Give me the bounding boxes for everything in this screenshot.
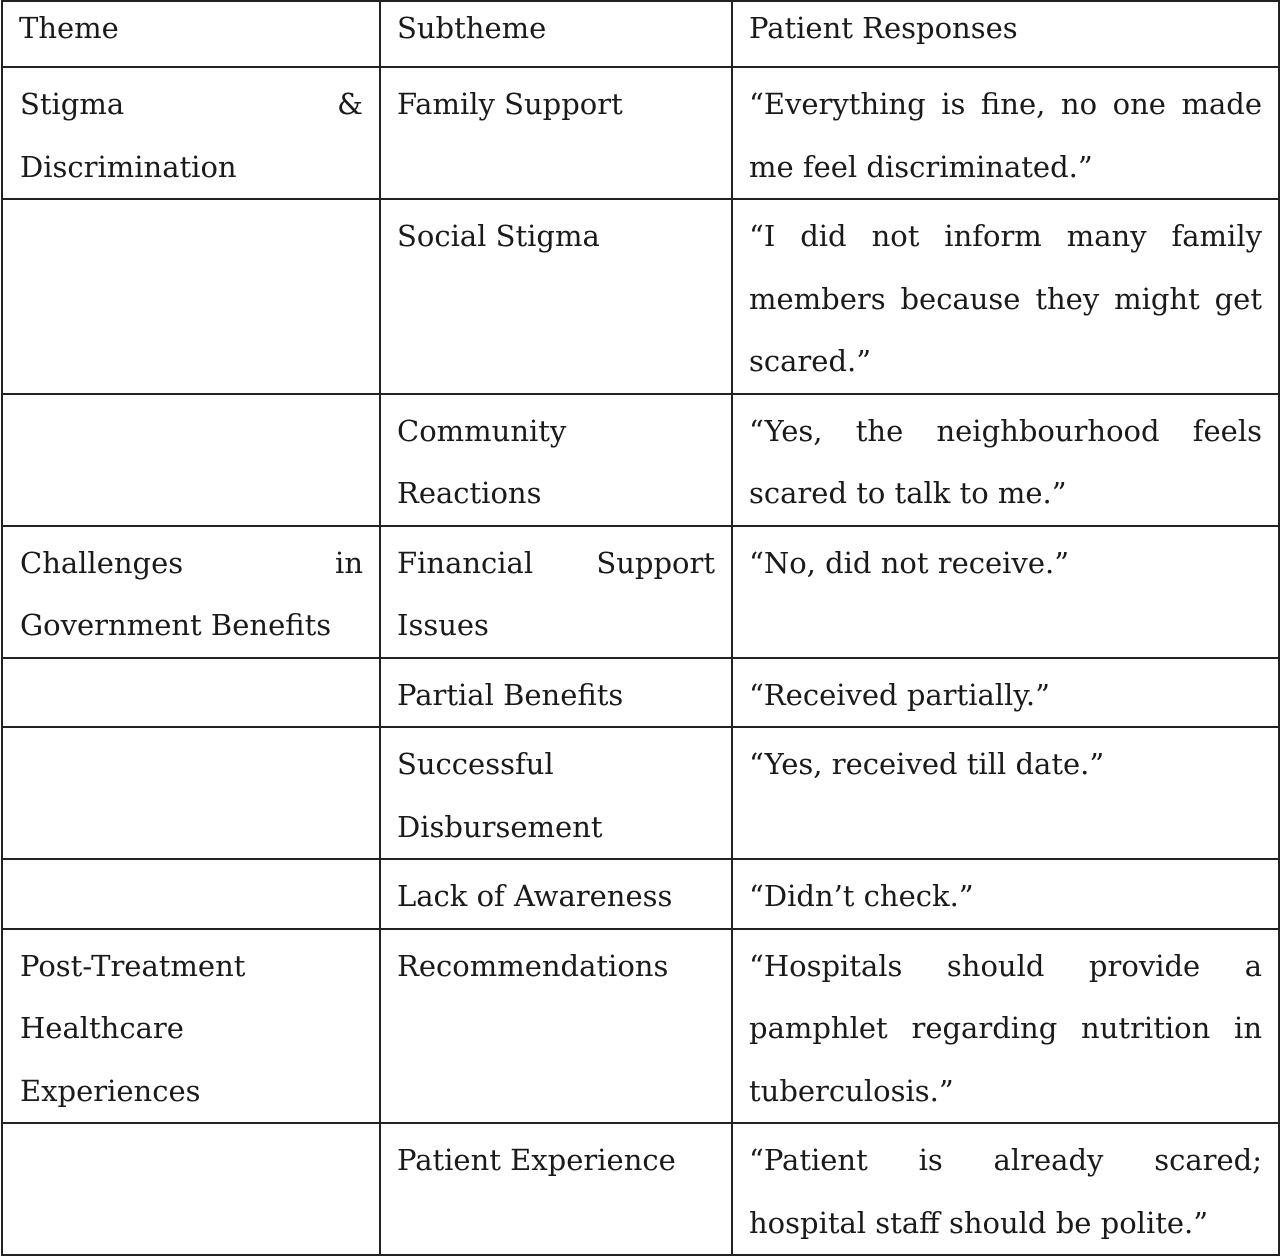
table-row (2, 1123, 1279, 1255)
theme-cell (2, 394, 380, 526)
response-cell: “Yes, received till date.” (732, 727, 1279, 859)
subtheme-cell: Social Stigma (380, 199, 732, 394)
theme-cell: Stigma & Discrimination (2, 67, 380, 199)
subtheme-cell: Family Support (380, 67, 732, 199)
subtheme-cell: Partial Benefits (380, 658, 732, 728)
table-row (2, 67, 1279, 199)
subtheme-cell: Financial Support Issues (380, 526, 732, 658)
header-theme: Theme (2, 1, 380, 67)
theme-cell (2, 658, 380, 728)
theme-cell (2, 859, 380, 929)
response-cell: “Received partially.” (732, 658, 1279, 728)
response-cell: “Yes, the neighbourhood feels scared to talk to me.” (732, 394, 1279, 526)
response-cell: “No, did not receive.” (732, 526, 1279, 658)
response-cell: “I did not inform many family members because they might get scared.” (732, 199, 1279, 394)
table-row (2, 658, 1279, 728)
response-cell: “Didn’t check.” (732, 859, 1279, 929)
theme-cell (2, 199, 380, 394)
table-row (2, 727, 1279, 859)
themes-table (1, 0, 1280, 1256)
subtheme-cell: Recommendations (380, 929, 732, 1124)
table-row (2, 394, 1279, 526)
response-cell: “Patient is already scared; hospital staff should be polite.” (732, 1123, 1279, 1255)
table-row (2, 199, 1279, 394)
response-cell: “Hospitals should provide a pamphlet regarding nutrition in tuberculosis.” (732, 929, 1279, 1124)
subtheme-cell: Community Reactions (380, 394, 732, 526)
header-subtheme: Subtheme (380, 1, 732, 67)
header-patient-responses: Patient Responses (732, 1, 1279, 67)
table-row (2, 859, 1279, 929)
table-row (2, 929, 1279, 1124)
subtheme-cell: Successful Disbursement (380, 727, 732, 859)
theme-cell: Post-Treatment Healthcare Experiences (2, 929, 380, 1124)
theme-cell: Challenges in Government Benefits (2, 526, 380, 658)
subtheme-cell: Lack of Awareness (380, 859, 732, 929)
table-row (2, 526, 1279, 658)
table-header-row (2, 1, 1279, 67)
subtheme-cell: Patient Experience (380, 1123, 732, 1255)
theme-cell (2, 727, 380, 859)
response-cell: “Everything is fine, no one made me feel discriminated.” (732, 67, 1279, 199)
theme-cell (2, 1123, 380, 1255)
